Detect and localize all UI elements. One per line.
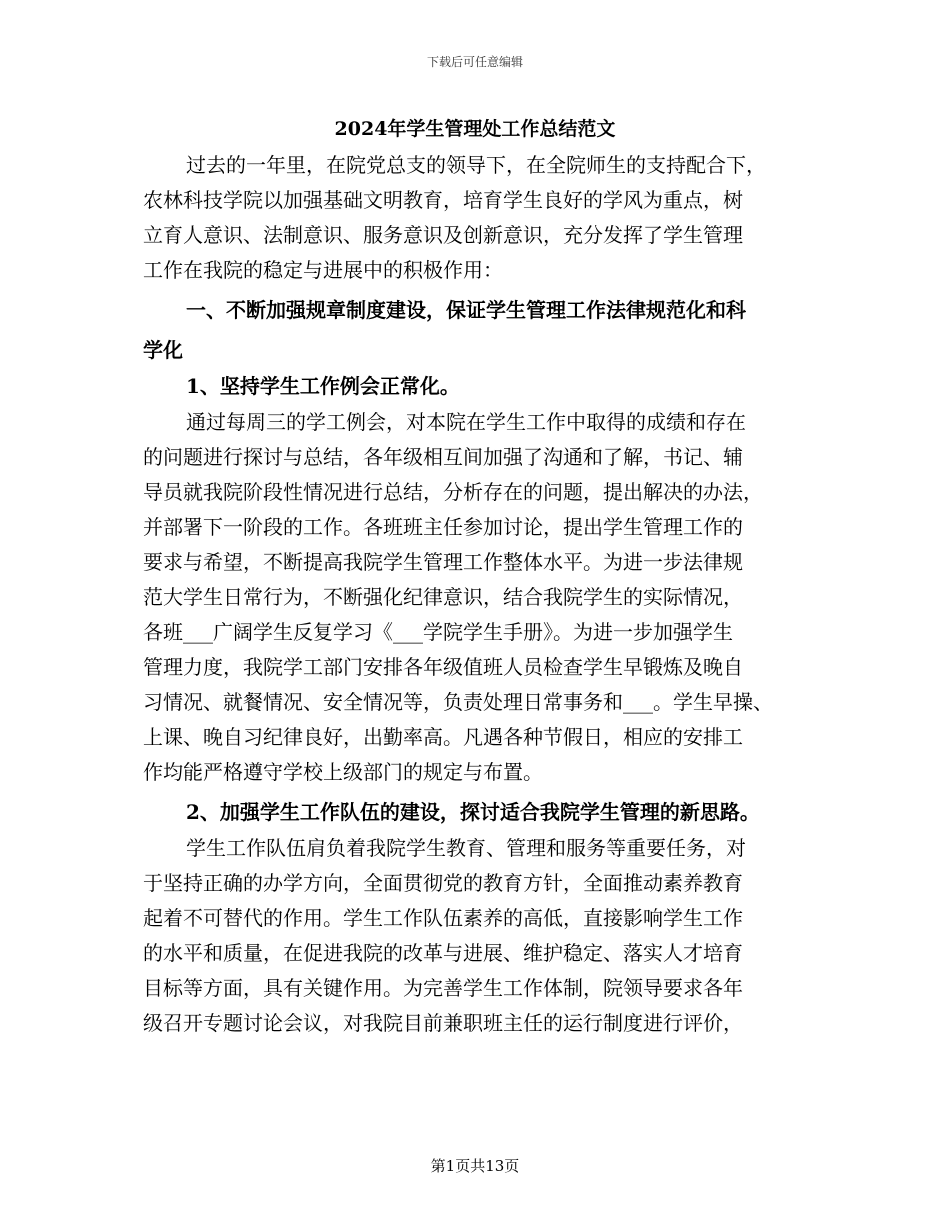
paragraph-line: 立育人意识、法制意识、服务意识及创新意识，充分发挥了学生管理 [143,223,743,247]
paragraph-line: 管理力度，我院学工部门安排各年级值班人员检查学生早锻炼及晚自 [143,655,743,679]
paragraph-line: 通过每周三的学工例会，对本院在学生工作中取得的成绩和存在 [186,410,746,434]
subsection-heading: 2、加强学生工作队伍的建设，探讨适合我院学生管理的新思路。 [186,800,760,824]
paragraph-line: 起着不可替代的作用。学生工作队伍素养的高低，直接影响学生工作 [143,906,743,930]
paragraph-line: 导员就我院阶段性情况进行总结，分析存在的问题，提出解决的办法， [143,480,763,504]
paragraph-line: 目标等方面，具有关键作用。为完善学生工作体制，院领导要求各年 [143,976,743,1000]
paragraph-line: 的问题进行探讨与总结，各年级相互间加强了沟通和了解，书记、辅 [143,445,743,469]
paragraph-line: 级召开专题讨论会议，对我院目前兼职班主任的运行制度进行评价， [143,1011,743,1035]
paragraph-line: 要求与希望，不断提高我院学生管理工作整体水平。为进一步法律规 [143,550,743,574]
page-number-footer: 第1页共13页 [430,1157,520,1175]
paragraph-line: 的水平和质量，在促进我院的改革与进展、维护稳定、落实人才培育 [143,941,743,965]
paragraph-line: 上课、晚自习纪律良好，出勤率高。凡遇各种节假日，相应的安排工 [143,725,743,749]
paragraph-line: 范大学生日常行为，不断强化纪律意识，结合我院学生的实际情况， [143,585,743,609]
paragraph-line: 于坚持正确的办学方向，全面贯彻党的教育方针，全面推动素养教育 [143,871,743,895]
paragraph-line: 习情况、就餐情况、安全情况等，负责处理日常事务和___。学生早操、 [143,690,773,714]
paragraph-line: 学生工作队伍肩负着我院学生教育、管理和服务等重要任务，对 [186,836,746,860]
section-heading-line: 一、不断加强规章制度建设，保证学生管理工作法律规范化和科 [186,298,746,322]
subsection-heading: 1、坚持学生工作例会正常化。 [186,374,460,398]
paragraph-line: 农林科技学院以加强基础文明教育，培育学生良好的学风为重点，树 [143,188,743,212]
paragraph-line: 各班___广阔学生反复学习《___学院学生手册》。为进一步加强学生 [143,620,733,644]
section-heading-line: 学化 [143,338,183,362]
paragraph-line: 过去的一年里，在院党总支的领导下，在全院师生的支持配合下， [186,153,766,177]
paragraph-line: 作均能严格遵守学校上级部门的规定与布置。 [143,760,543,784]
paragraph-line: 工作在我院的稳定与进展中的积极作用： [143,258,503,282]
paragraph-line: 并部署下一阶段的工作。各班班主任参加讨论，提出学生管理工作的 [143,515,743,539]
header-note: 下载后可任意编辑 [426,55,523,69]
document-title: 2024年学生管理处工作总结范文 [334,118,616,140]
